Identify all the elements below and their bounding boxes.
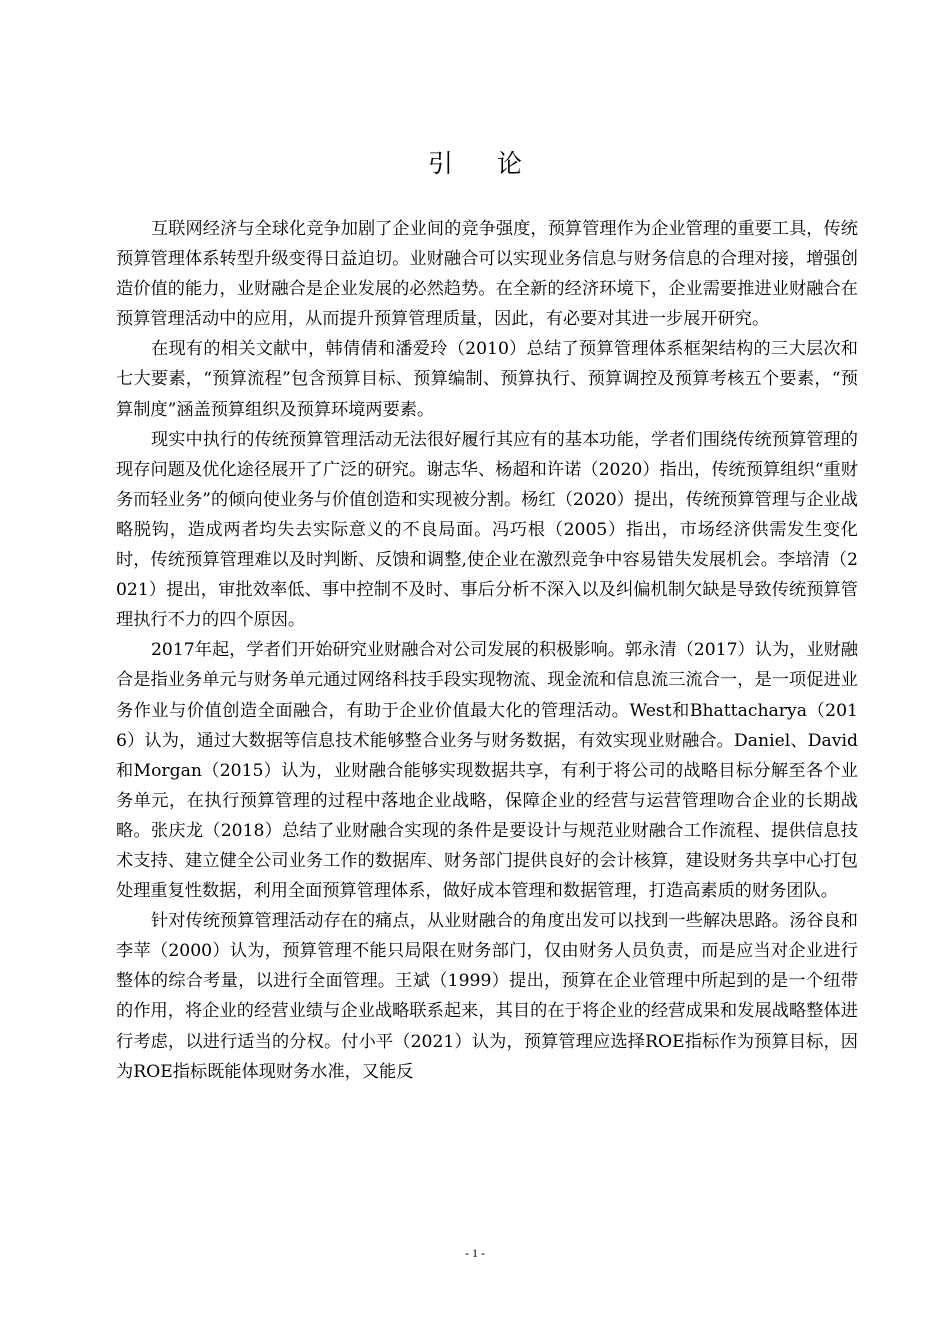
paragraph: 在现有的相关文献中，韩倩倩和潘爱玲（2010）总结了预算管理体系框架结构的三大层次和七大要素，“预算流程”包含预算目标、预算编制、预算执行、预算调控及预算考核五个要素，“预算制度”涵盖预算组织及预算环境两要素。 bbox=[116, 339, 858, 420]
paragraph: 现实中执行的传统预算管理活动无法很好履行其应有的基本功能，学者们围绕传统预算管理的现存问题及优化途径展开了广泛的研究。谢志华、杨超和许诺（2020）指出，传统预算组织“重财务而轻业务”的倾向使业务与价值创造和实现被分割。杨红（2020）提出，传统预算管理与企业战略脱钩，造成两者均失去实际意义的不良局面。冯巧根（2005）指出，市场经济供需发生变化时，传统预算管理难以及时判断、反馈和调整,使企业在激烈竞争中容易错失发展机会。李培清（2021）提出，审批效率低、事中控制不及时、事后分析不深入以及纠偏机制欠缺是导致传统预算管理执行不力的四个原因。 bbox=[116, 429, 858, 631]
body-text bbox=[116, 214, 858, 1087]
page-number: - 1 - bbox=[465, 1246, 485, 1260]
paragraph: 针对传统预算管理活动存在的痛点，从业财融合的角度出发可以找到一些解决思路。汤谷良和李苹（2000）认为，预算管理不能只局限在财务部门，仅由财务人员负责，而是应当对企业进行整体的综合考量，以进行全面管理。王斌（1999）提出，预算在企业管理中所起到的是一个纽带的作用，将企业的经营业绩与企业战略联系起来，其目的在于将企业的经营成果和发展战略整体进行考虑，以进行适当的分权。付小平（2021）认为，预算管理应选择ROE指标作为预算目标，因为ROE指标既能体现财务水准，又能反 bbox=[116, 911, 858, 1082]
paragraph: 互联网经济与全球化竞争加剧了企业间的竞争强度，预算管理作为企业管理的重要工具，传统预算管理体系转型升级变得日益迫切。业财融合可以实现业务信息与财务信息的合理对接，增强创造价值的能力，业财融合是企业发展的必然趋势。在全新的经济环境下，企业需要推进业财融合在预算管理活动中的应用，从而提升预算管理质量，因此，有必要对其进一步展开研究。 bbox=[116, 219, 858, 330]
paragraph: 2017年起，学者们开始研究业财融合对公司发展的积极影响。郭永清（2017）认为，业财融合是指业务单元与财务单元通过网络科技手段实现物流、现金流和信息流三流合一，是一项促进业务作业与价值创造全面融合，有助于企业价值最大化的管理活动。West和Bhattacharya（2016）认为，通过大数据等信息技术能够整合业务与财务数据，有效实现业财融合。Daniel、David和Morgan（2015）认为，业财融合能够实现数据共享，有利于将公司的战略目标分解至各个业务单元，在执行预算管理的过程中落地企业战略，保障企业的经营与运营管理吻合企业的长期战略。张庆龙（2018）总结了业财融合实现的条件是要设计与规范业财融合工作流程、提供信息技术支持、建立健全公司业务工作的数据库、财务部门提供良好的会计核算，建设财务共享中心打包处理重复性数据，利用全面预算管理体系，做好成本管理和数据管理，打造高素质的财务团队。 bbox=[116, 640, 858, 902]
chapter-title: 引 论 bbox=[428, 149, 540, 178]
